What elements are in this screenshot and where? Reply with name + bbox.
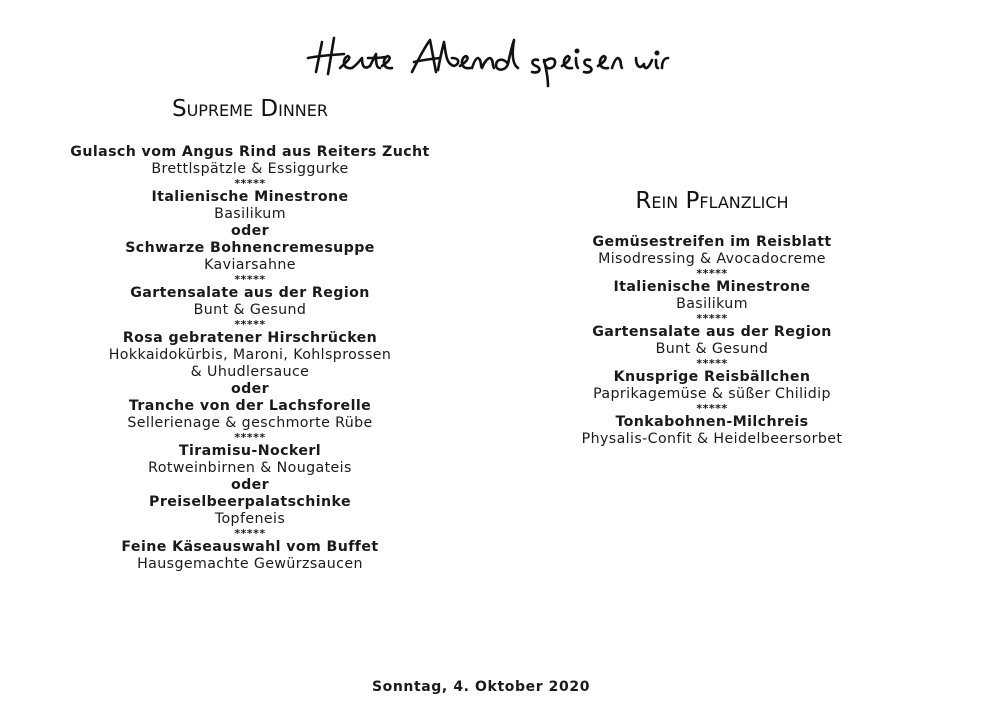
dish-name: Tiramisu-Nockerl (178, 443, 322, 459)
course-separator: ***** (234, 431, 266, 444)
column-title: Rein Pflanzlich (635, 188, 789, 214)
menu-column-supreme-dinner (50, 96, 450, 573)
alternative-word: oder (230, 477, 270, 493)
column-title: Supreme Dinner (171, 96, 328, 122)
dish-name: Gartensalate aus der Region (592, 324, 832, 340)
dish-description: Hausgemachte Gewürzsaucen (137, 556, 363, 572)
dish-name: Gulasch vom Angus Rind aus Reiters Zucht (70, 144, 430, 160)
dish-name: Gemüsestreifen im Reisblatt (592, 234, 832, 250)
dish-description: Brettlspätzle & Essiggurke (151, 161, 349, 177)
dish-name: Italienische Minestrone (151, 189, 349, 205)
dish-description: & Uhudlersauce (190, 364, 310, 380)
dish-name: Italienische Minestrone (613, 279, 811, 295)
dish-description: Topfeneis (214, 511, 286, 527)
dish-description: Hokkaidokürbis, Maroni, Kohlsprossen (108, 347, 392, 363)
course-separator: ***** (234, 527, 266, 540)
dish-description: Physalis-Confit & Heidelbeersorbet (581, 431, 843, 447)
menu-column-rein-pflanzlich (562, 188, 862, 448)
dish-description: Bunt & Gesund (655, 341, 769, 357)
dish-description: Basilikum (214, 206, 286, 222)
dish-name: Tonkabohnen-Milchreis (615, 414, 809, 430)
alternative-word: oder (230, 223, 270, 239)
dish-description: Basilikum (676, 296, 748, 312)
course-separator: ***** (234, 273, 266, 286)
dish-name: Schwarze Bohnencremesuppe (125, 240, 375, 256)
handwritten-title (300, 28, 670, 92)
course-separator: ***** (696, 402, 728, 415)
alternative-word: oder (230, 381, 270, 397)
handwritten-title-drawing (300, 28, 670, 92)
dish-description: Rotweinbirnen & Nougateis (148, 460, 352, 476)
dish-description: Kaviarsahne (204, 257, 296, 273)
menu-list (50, 144, 450, 573)
dish-name: Preiselbeerpalatschinke (149, 494, 351, 510)
dish-name: Tranche von der Lachsforelle (128, 398, 372, 414)
dish-description: Paprikagemüse & süßer Chilidip (593, 386, 831, 402)
dish-name: Gartensalate aus der Region (130, 285, 370, 301)
dish-name: Rosa gebratener Hirschrücken (122, 330, 378, 346)
course-separator: ***** (234, 318, 266, 331)
dish-name: Feine Käseauswahl vom Buffet (121, 539, 379, 555)
dish-description: Misodressing & Avocadocreme (598, 251, 826, 267)
dish-name: Knusprige Reisbällchen (613, 369, 811, 385)
dish-description: Sellerienage & geschmorte Rübe (127, 415, 373, 431)
course-separator: ***** (696, 357, 728, 370)
dish-description: Bunt & Gesund (193, 302, 307, 318)
course-separator: ***** (696, 267, 728, 280)
menu-date: Sonntag, 4. Oktober 2020 (371, 679, 591, 695)
course-separator: ***** (696, 312, 728, 325)
menu-list (562, 234, 862, 448)
course-separator: ***** (234, 177, 266, 190)
